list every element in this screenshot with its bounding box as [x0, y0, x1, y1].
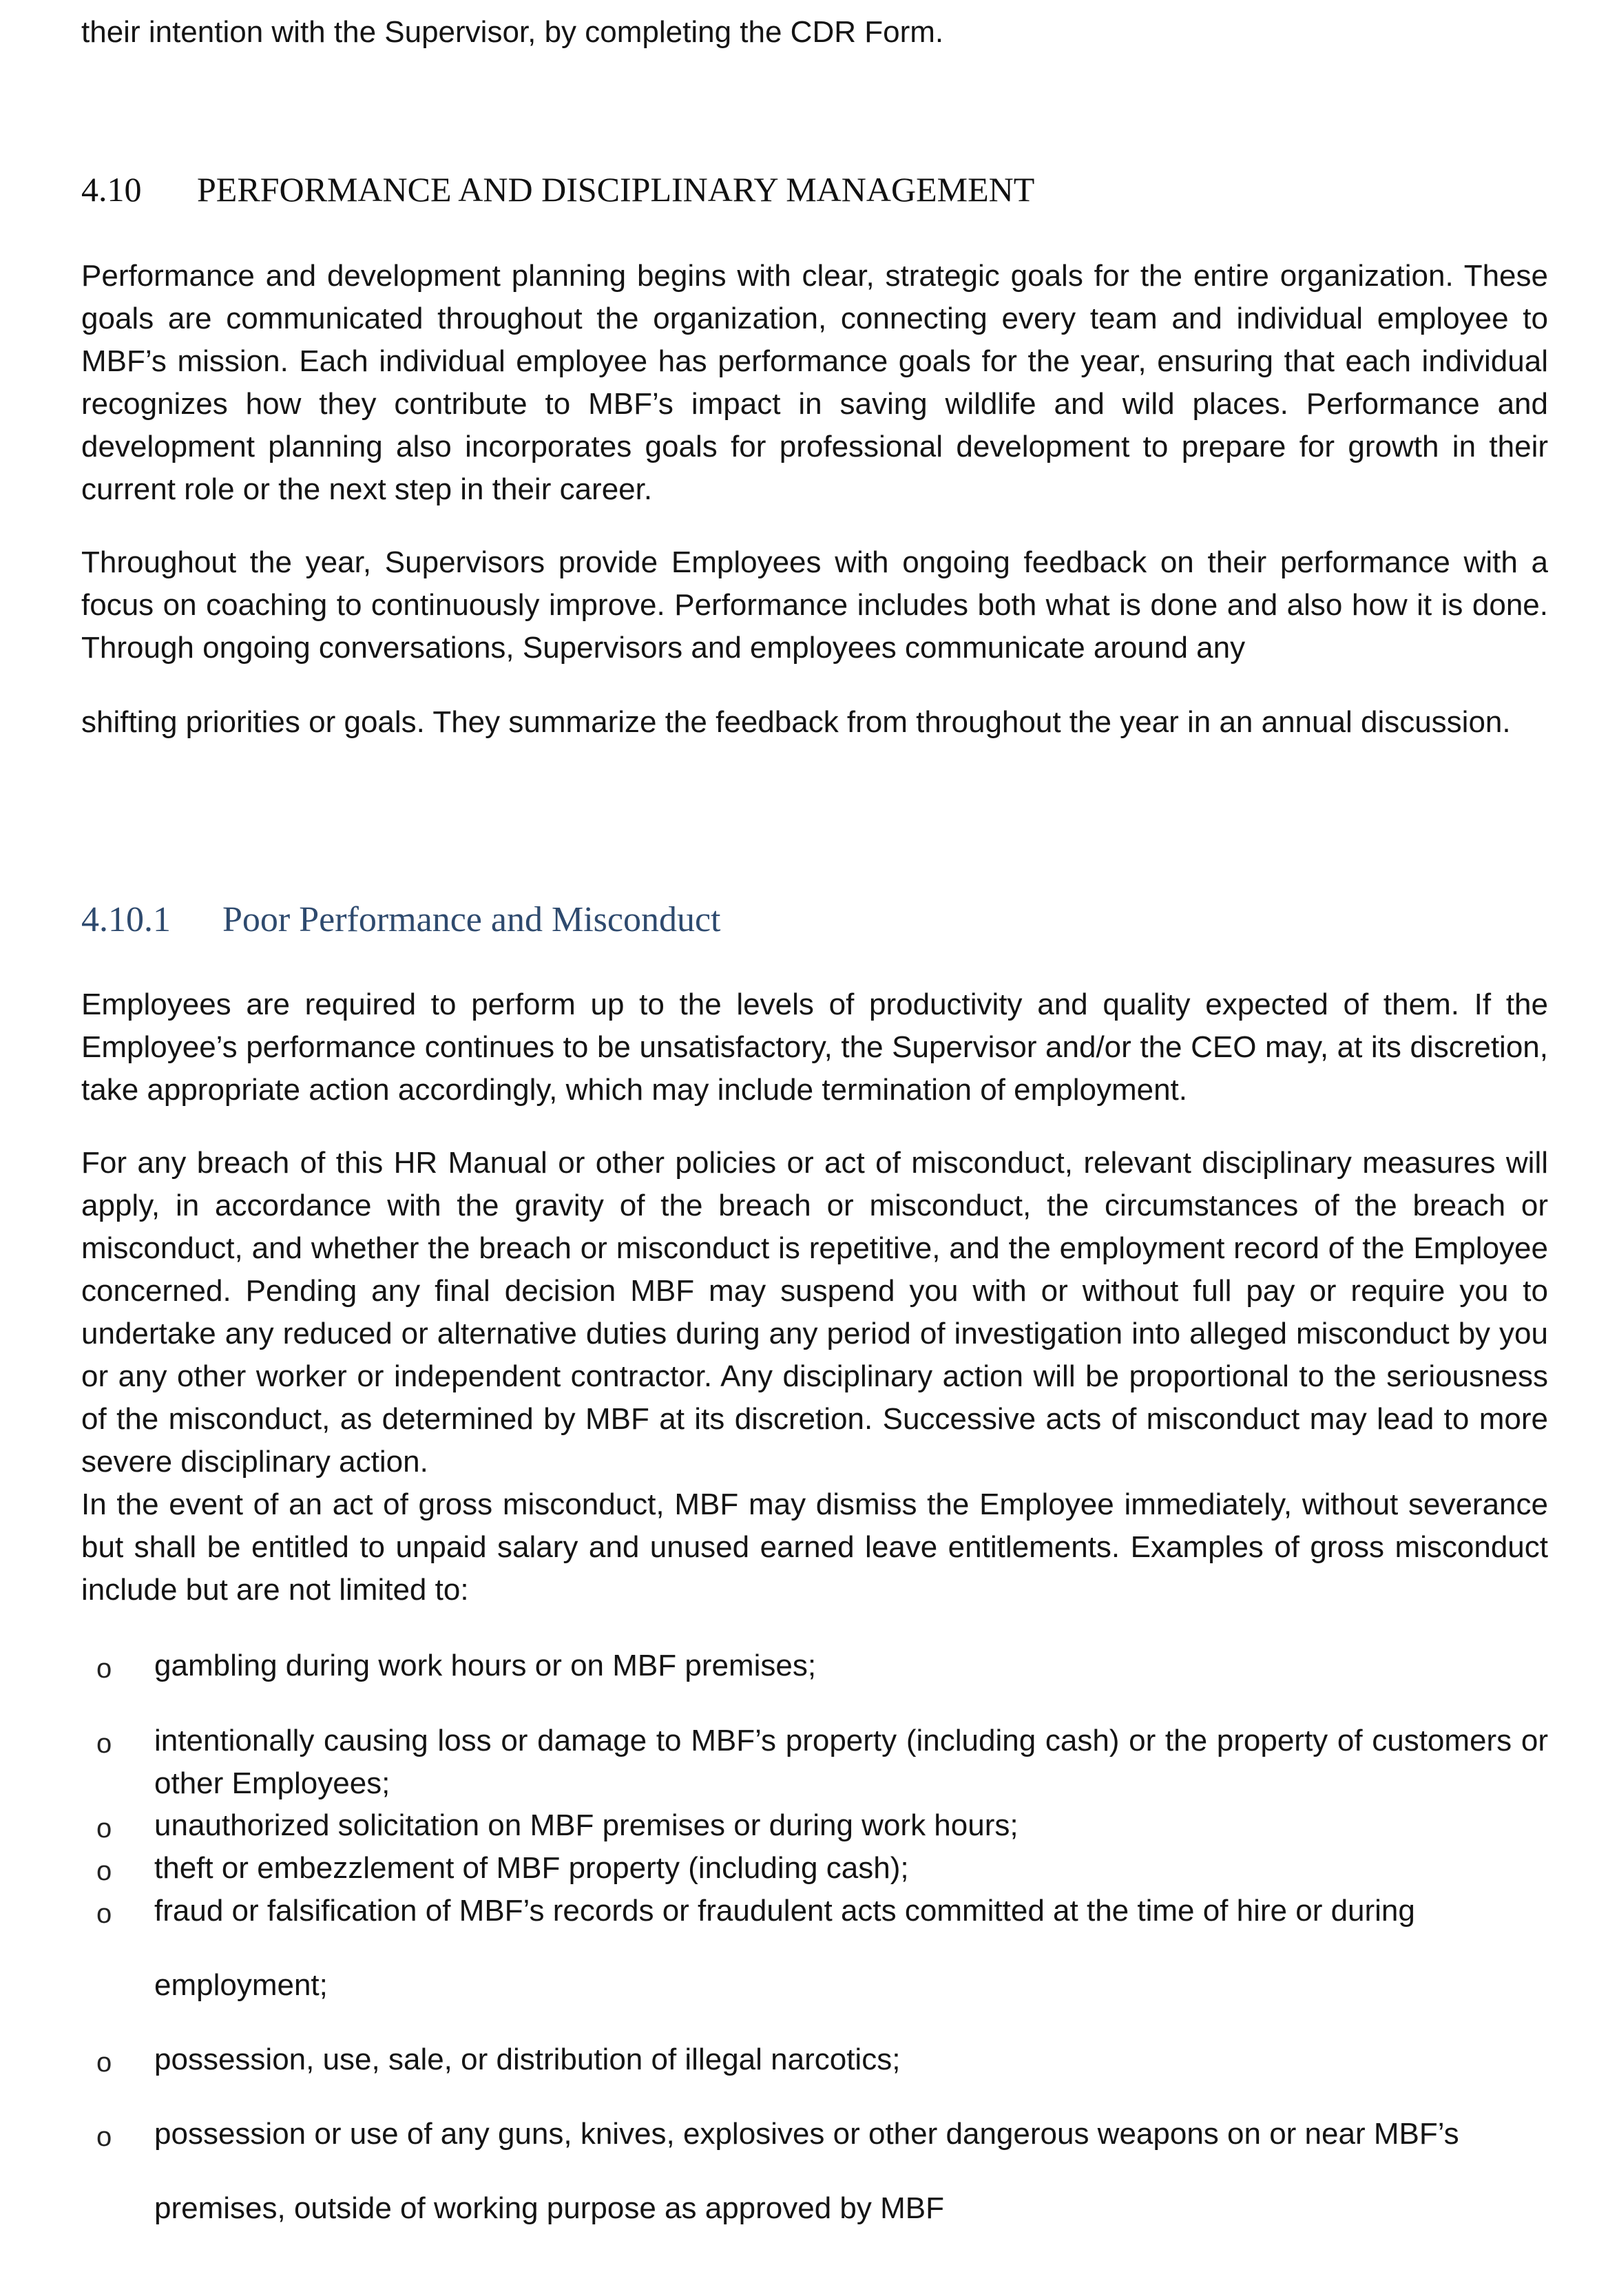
list-bullet-marker: o	[96, 2047, 112, 2078]
subsection-heading	[81, 899, 720, 940]
subsection-number: 4.10.1	[81, 900, 171, 939]
list-bullet-marker: o	[96, 1813, 112, 1844]
subsection-paragraph-3: In the event of an act of gross misconduct, MBF may dismiss the Employee immediately, without severance but shall be entitled to unpaid salary and unused earned leave entitlements. Examples of gross misconduct include but are not limited to:	[81, 1488, 1548, 1607]
list-item: gambling during work hours or on MBF premises;	[154, 1649, 817, 1682]
section-heading	[81, 169, 1034, 209]
list-bullet-marker: o	[96, 1899, 112, 1929]
section-paragraph-3: shifting priorities or goals. They summarize the feedback from throughout the year in an annual discussion.	[81, 705, 1511, 739]
section-title: PERFORMANCE AND DISCIPLINARY MANAGEMENT	[197, 170, 1035, 209]
section-paragraph-1: Performance and development planning begins with clear, strategic goals for the entire organization. These goals are communicated throughout the organization, connecting every team and individual employee to MBF’s mission. Each individual employee has performance goals for the year, ensuring that each individual recognizes how they contribute to MBF’s impact in saving wildlife and wild places. Performance and development planning also incorporates goals for professional development to prepare for growth in their current role or the next step in their career.	[81, 259, 1548, 506]
list-item-continuation: employment;	[154, 1968, 328, 2002]
list-item: possession, use, sale, or distribution of illegal narcotics;	[154, 2043, 901, 2076]
intro-line: their intention with the Supervisor, by completing the CDR Form.	[81, 15, 944, 49]
list-bullet-marker: o	[96, 1856, 112, 1886]
list-item: intentionally causing loss or damage to MBF’s property (including cash) or the property of customers or other Employees;	[154, 1724, 1548, 1800]
list-bullet-marker: o	[96, 1653, 112, 1684]
subsection-paragraph-2: For any breach of this HR Manual or other policies or act of misconduct, relevant disciplinary measures will apply, in accordance with the gravity of the breach or misconduct, the circumstances of the breach or misconduct, and whether the breach or misconduct is repetitive, and the employment record of the Employee concerned. Pending any final decision MBF may suspend you with or without full pay or require you to undertake any reduced or alternative duties during any period of investigation into alleged misconduct by you or any other worker or independent contractor. Any disciplinary action will be proportional to the seriousness of the misconduct, as determined by MBF at its discretion. Successive acts of misconduct may lead to more severe disciplinary action.	[81, 1146, 1548, 1479]
subsection-paragraph-1: Employees are required to perform up to the levels of productivity and quality expected of them. If the Employee’s performance continues to be unsatisfactory, the Supervisor and/or the CEO may, at its discretion, take appropriate action accordingly, which may include termination of employment.	[81, 988, 1548, 1107]
list-bullet-marker: o	[96, 1729, 112, 1759]
subsection-title: Poor Performance and Misconduct	[222, 900, 721, 939]
section-paragraph-2: Throughout the year, Supervisors provide Employees with ongoing feedback on their performance with a focus on coaching to continuously improve. Performance includes both what is done and also how it is done. Through ongoing conversations, Supervisors and employees communicate around any	[81, 545, 1548, 665]
list-item: fraud or falsification of MBF’s records or fraudulent acts committed at the time of hire or during	[154, 1894, 1415, 1928]
section-number: 4.10	[81, 170, 142, 209]
list-item: theft or embezzlement of MBF property (including cash);	[154, 1851, 909, 1885]
list-bullet-marker: o	[96, 2122, 112, 2152]
list-item: unauthorized solicitation on MBF premises or during work hours;	[154, 1808, 1019, 1842]
list-item-continuation: premises, outside of working purpose as approved by MBF	[154, 2191, 945, 2225]
list-item: possession or use of any guns, knives, explosives or other dangerous weapons on or near MBF’s	[154, 2117, 1459, 2151]
